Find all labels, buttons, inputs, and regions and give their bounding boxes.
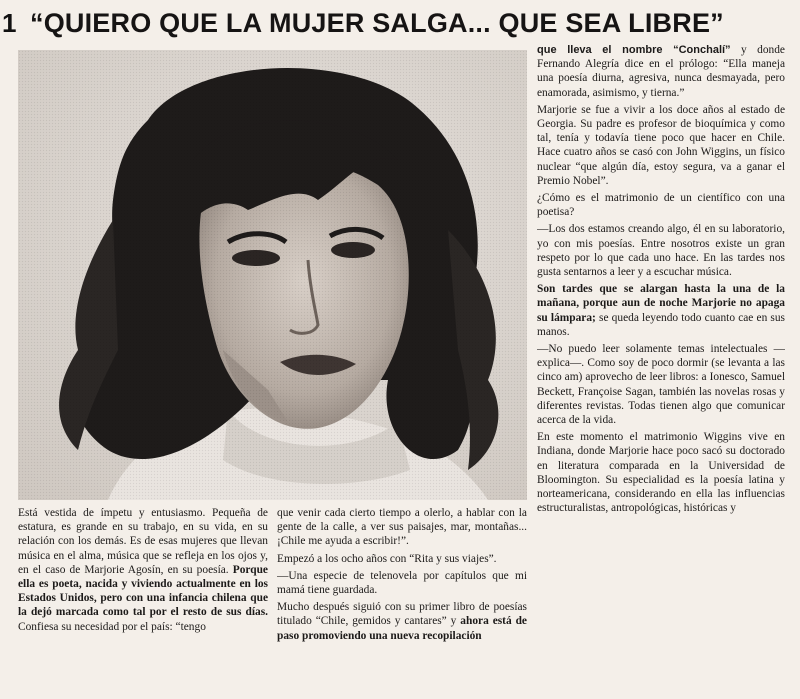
paragraph: se queda leyendo todo cuanto cae en sus manos.	[537, 311, 785, 338]
corner-mark: 1	[2, 8, 17, 38]
paragraph: Mucho después siguió con su primer libro de poesías titulado “Chile, gemidos y cantares” y	[277, 601, 527, 628]
paragraph: Está vestida de ímpetu y entusiasmo. Pequeña de estatura, es grande en su trabajo, en su vida, en su relación con los demás. Es de esas mujeres que llevan música en el alma, música que se refleja en los ojos y, en el caso de Marjorie Agosín, en su poesía.	[18, 507, 268, 576]
paragraph: En este momento el matrimonio Wiggins vive en Indiana, donde Marjorie hace poco sacó su doctorado en literatura comparada en la Universidad de Bloomington. Su especialidad es la poesía latina y norteamericana, considerando en ella las influencias estructuralistas, antropológicas, históricas y	[537, 431, 785, 515]
bold-passage: Porque ella es poeta, nacida y viviendo actualmente en los Estados Unidos, pero con una infancia chilena que la dejó marcada como tal por el resto de sus días.	[18, 563, 268, 619]
paragraph: Confiesa su necesidad por el país: “tengo	[18, 620, 206, 633]
bold-passage: que lleva el nombre “Conchalí”	[537, 44, 731, 56]
paragraph: —Los dos estamos creando algo, él en su laboratorio, yo con mis poesías. Entre nosotros existe un gran respeto por lo que cada uno hace. En las tardes nos gusta sentarnos a leer y a escuchar música.	[537, 223, 785, 279]
paragraph: y donde Fernando Alegría dice en el prólogo: “Ella maneja una poesía diurna, agresiva, nunca desmayada, pero enamorada, asimismo, y tierna.”	[537, 44, 785, 99]
paragraph: Marjorie se fue a vivir a los doce años al estado de Georgia. Su padre es profesor de bioquímica y como tal, tenía y todavía tiene poco que hacer en Chile. Hace cuatro años se casó con John Wiggins, un físico nuclear “que algún día, estoy segura, va a ganar el Premio Nobel”.	[537, 103, 785, 187]
text-column-3	[537, 43, 785, 698]
bold-passage: ahora está de paso promoviendo una nueva recopilación	[277, 615, 527, 642]
portrait-photo	[18, 50, 527, 500]
article-headline: “QUIERO QUE LA MUJER SALGA... QUE SEA LIBRE”	[30, 8, 724, 38]
paragraph: —Una especie de telenovela por capítulos que mi mamá tiene guardada.	[277, 569, 527, 597]
paragraph: Empezó a los ocho años con “Rita y sus viajes”.	[277, 552, 497, 565]
text-column-2	[277, 506, 527, 696]
question: ¿Cómo es el matrimonio de un científico con una poetisa?	[537, 192, 785, 219]
paragraph: —No puedo leer solamente temas intelectuales —explica—. Como soy de poco dormir (se levanta a las cinco am) aprovecho de leer libros: a Ionesco, Samuel Beckett, Françoise Sagan, también las novelas rosas y diferentes revistas. Todas tienen algo que comunicar acerca de la vida.	[537, 343, 785, 427]
paragraph: que venir cada cierto tiempo a olerlo, a hablar con la gente de la calle, a ver sus paisajes, mar, montañas... ¡Chile me ayuda a escribir!”.	[277, 507, 527, 548]
text-column-1	[18, 506, 268, 696]
bold-passage: Son tardes que se alargan hasta la una de la mañana, porque aun de noche Marjorie no apaga su lámpara;	[537, 283, 785, 324]
